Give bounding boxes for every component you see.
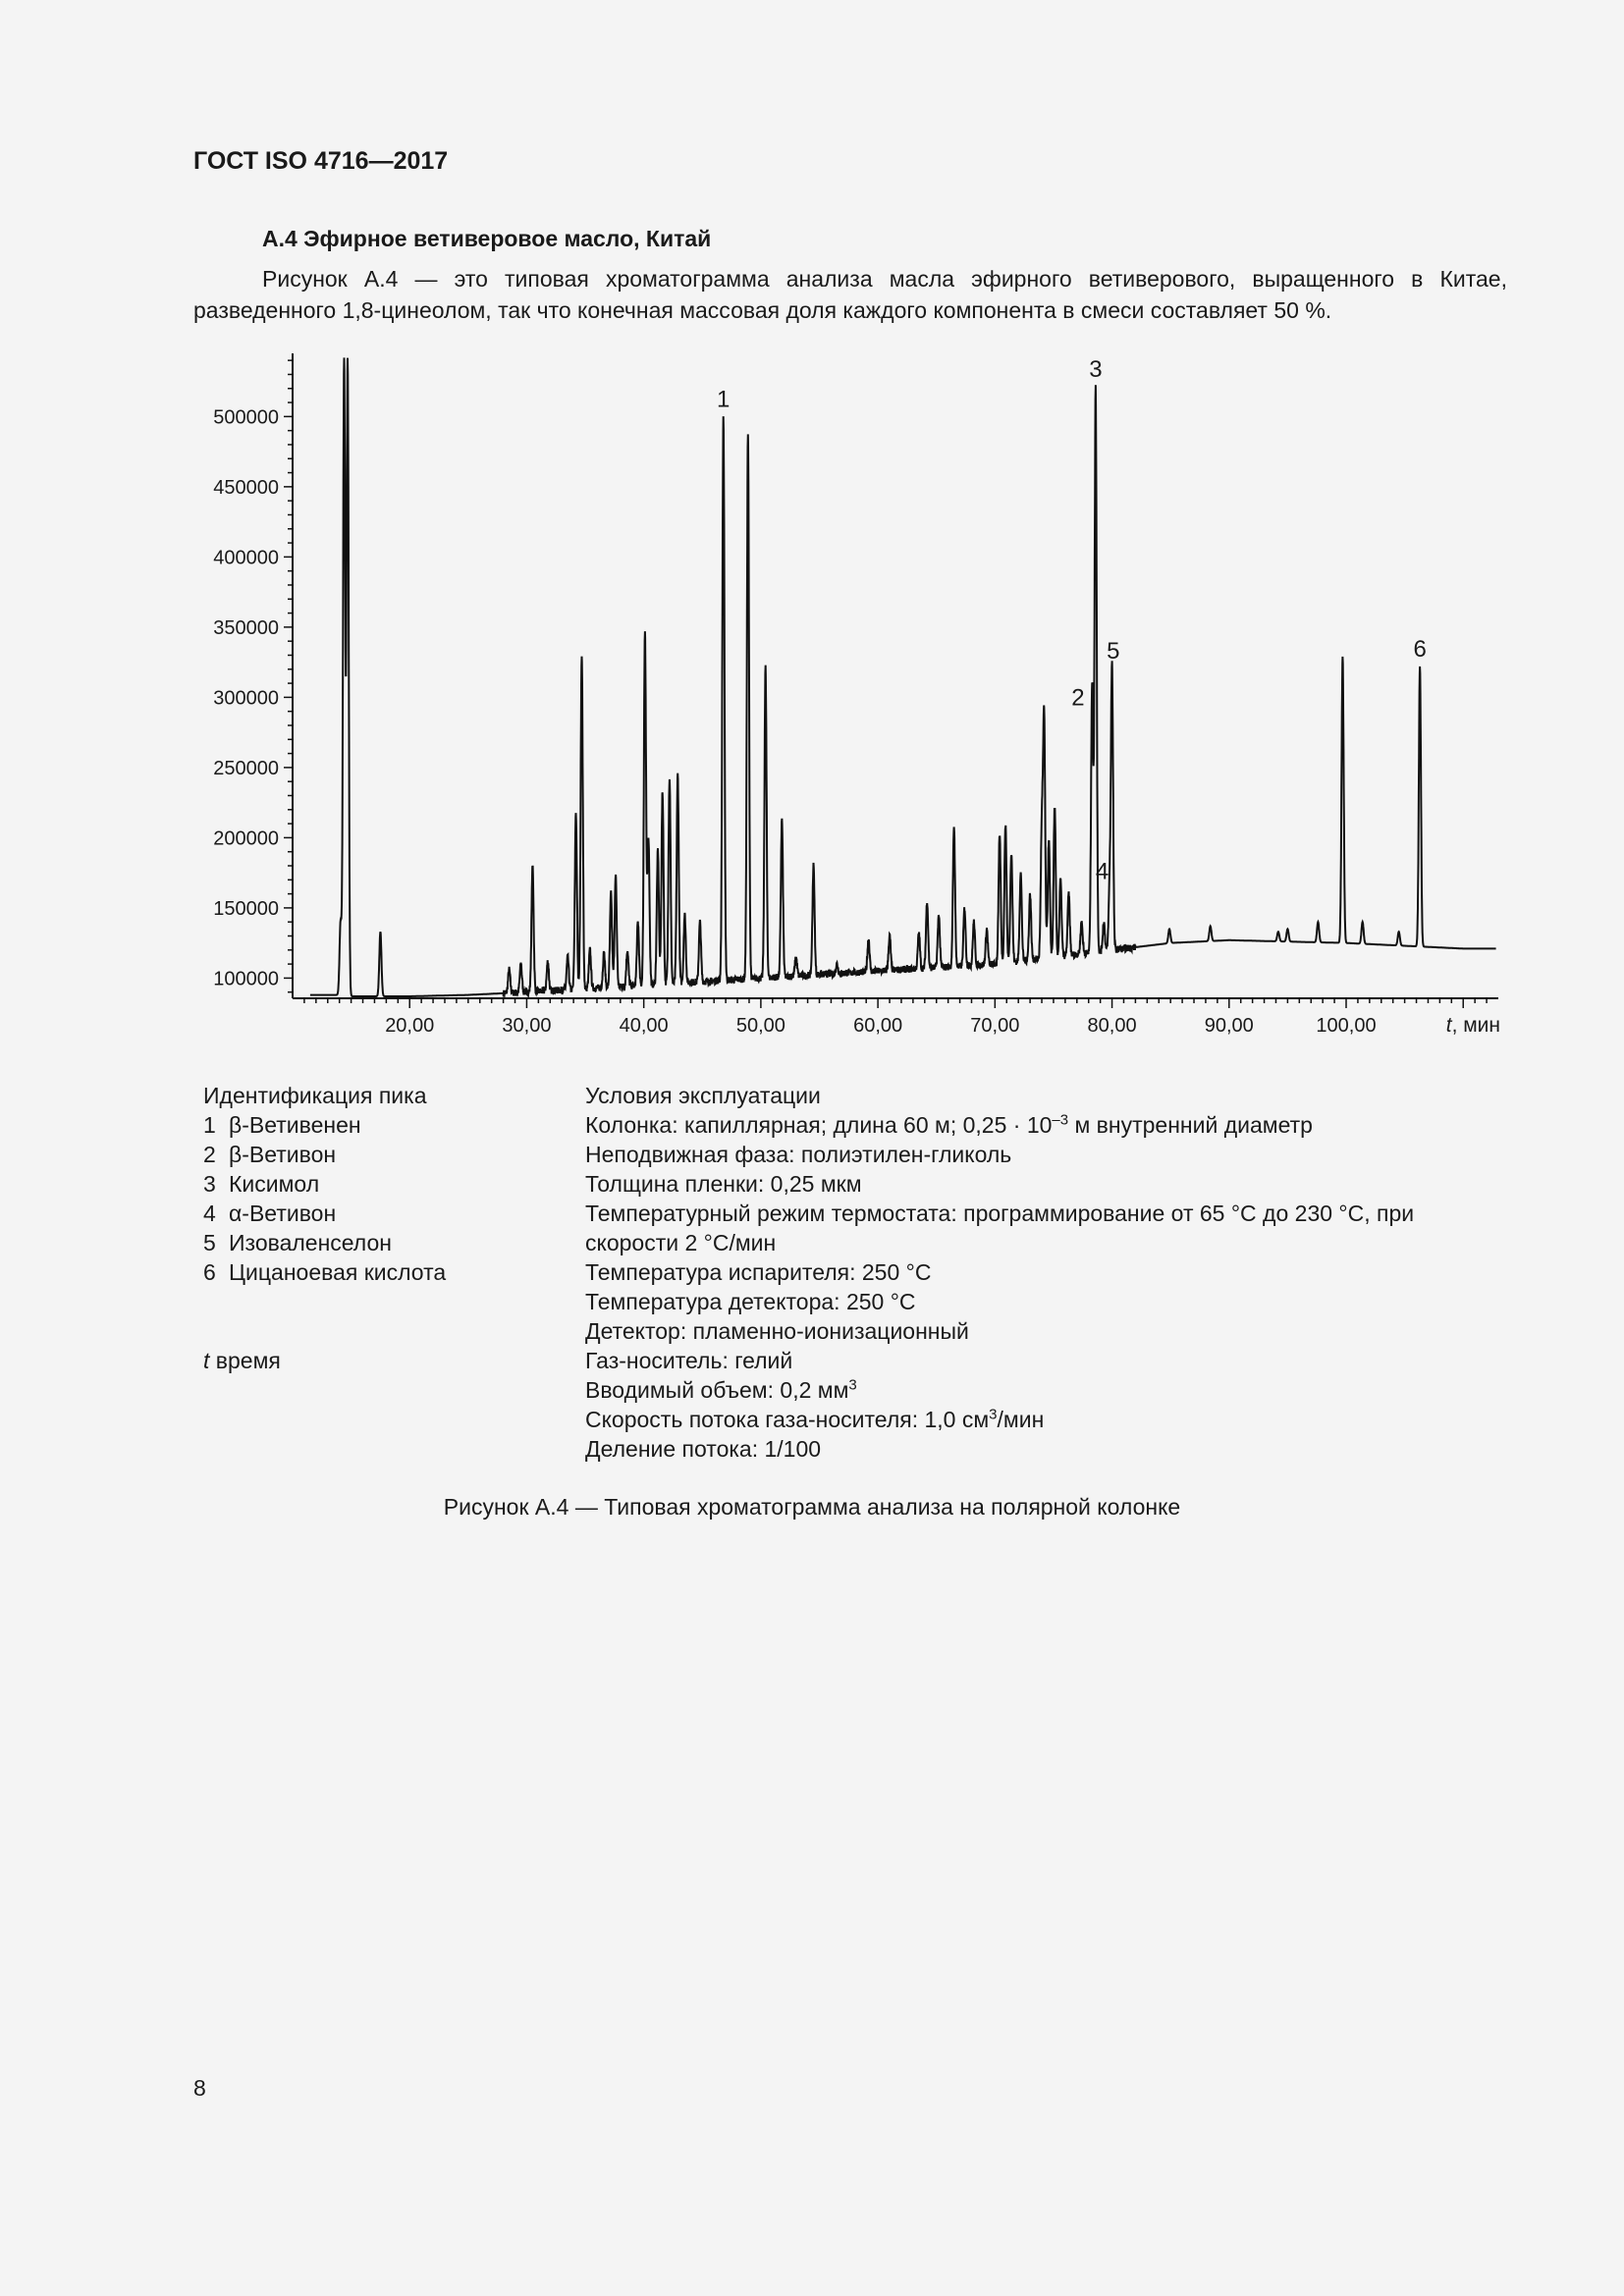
condition-split: Деление потока: 1/100 [585,1436,822,1462]
peak-item: 5 Изоваленселон [203,1230,392,1255]
intro-text: Рисунок А.4 — это типовая хроматограмма анализа масла эфирного ветиверового, выращенного в Китае, разведенного 1,8-цинеолом, так что конечная массовая доля каждого компонента в смеси составляет 50 %. [193,266,1507,323]
peaks-title: Идентификация пика [203,1083,427,1108]
condition-detector: Детектор: пламенно-ионизационный [585,1318,969,1344]
peak-item: 4 α-Ветивон [203,1201,337,1226]
peak-label-3: 3 [1089,355,1103,383]
document-header: ГОСТ ISO 4716—2017 [193,147,449,175]
x-tick-label: 60,00 [853,1015,903,1037]
x-tick-label: 90,00 [1204,1015,1254,1037]
peak-label-6: 6 [1413,635,1427,663]
peak-item: 3 Кисимол [203,1171,320,1197]
x-axis-ticks [304,998,1487,1037]
peak-item: 2 β-Ветивон [203,1142,337,1167]
condition-injector: Температура испарителя: 250 °С [585,1259,932,1285]
y-tick-label: 200000 [213,828,279,850]
condition-flow: Скорость потока газа-носителя: 1,0 $см^3$/мин [585,1406,1045,1432]
x-axis-label-unit: , мин [1451,1014,1500,1037]
condition-oven-1: Температурный режим термостата: программирование от 65 °С до 230 °С, при [585,1201,1415,1226]
chromatogram-chart [187,348,1522,1055]
y-tick-label: 350000 [213,616,279,639]
peak-label-1: 1 [717,386,731,413]
condition-column: Колонка: капиллярная; длина 60 м; $0,25 \cdot 10^{-3}$ м внутренний диаметр [585,1111,1313,1138]
condition-oven-2: скорости 2 °С/мин [585,1230,777,1255]
y-axis-ticks [213,360,293,992]
x-tick-label: 70,00 [970,1015,1020,1037]
y-tick-label: 100000 [213,968,279,990]
intro-paragraph [193,263,1507,326]
x-tick-label: 20,00 [385,1015,435,1037]
condition-phase: Неподвижная фаза: полиэтилен-гликоль [585,1142,1012,1167]
peak-label-4: 4 [1095,858,1110,885]
figure-caption: Рисунок А.4 — Типовая хроматограмма анализа на полярной колонке [443,1494,1181,1520]
x-axis-label-symbol: t [1445,1014,1452,1037]
chromatogram-trace [310,357,1496,996]
operating-conditions [585,1081,1508,1464]
condition-detector-temp: Температура детектора: 250 °С [585,1289,916,1314]
page-number: 8 [193,2075,206,2101]
x-axis-label [1446,1014,1500,1037]
x-tick-label: 80,00 [1087,1015,1137,1037]
y-tick-label: 250000 [213,757,279,779]
peak-identification [203,1081,557,1375]
y-tick-label: 150000 [213,897,279,920]
conditions-title: Условия эксплуатации [585,1083,821,1108]
y-tick-label: 500000 [213,406,279,429]
peak-label-5: 5 [1107,637,1120,665]
time-legend: t время [203,1348,281,1373]
peak-label-2: 2 [1071,684,1085,712]
x-tick-label: 100,00 [1316,1015,1377,1037]
section-title: А.4 Эфирное ветиверовое масло, Китай [262,226,712,251]
x-tick-label: 40,00 [619,1015,669,1037]
peak-item: 1 β-Ветивенен [203,1112,361,1138]
condition-volume: Вводимый объем: 0,2 $мм^3$ [585,1376,857,1403]
x-tick-label: 50,00 [735,1015,785,1037]
y-tick-label: 400000 [213,547,279,569]
peak-labels [717,356,1427,885]
condition-carrier: Газ-носитель: гелий [585,1348,793,1373]
peak-item: 6 Цицаноевая кислота [203,1259,447,1285]
chart-axes [293,353,1498,998]
x-tick-label: 30,00 [502,1015,552,1037]
y-tick-label: 300000 [213,687,279,710]
condition-film: Толщина пленки: 0,25 мкм [585,1171,862,1197]
y-tick-label: 450000 [213,476,279,499]
